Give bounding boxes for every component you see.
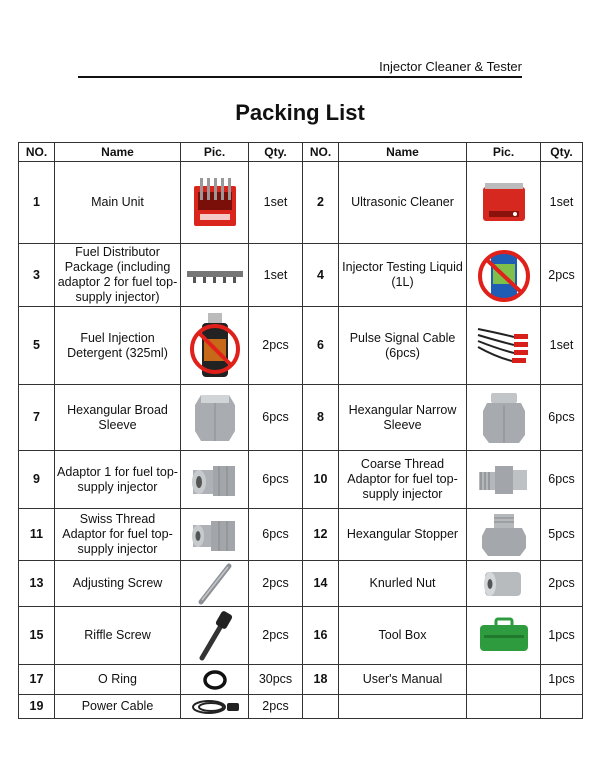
item-quantity: 2pcs bbox=[249, 307, 303, 385]
item-quantity: 1set bbox=[249, 162, 303, 244]
o-ring-icon bbox=[201, 669, 229, 691]
item-quantity: 2pcs bbox=[249, 695, 303, 719]
item-quantity: 2pcs bbox=[249, 561, 303, 607]
item-picture bbox=[467, 509, 541, 561]
column-header: Name bbox=[55, 143, 181, 162]
item-quantity: 1pcs bbox=[541, 665, 583, 695]
item-number: 17 bbox=[19, 665, 55, 695]
item-picture bbox=[467, 561, 541, 607]
fuel-distributor-icon bbox=[185, 265, 245, 285]
column-header: NO. bbox=[19, 143, 55, 162]
header-rule bbox=[78, 76, 522, 78]
item-number: 2 bbox=[303, 162, 339, 244]
item-picture bbox=[467, 307, 541, 385]
item-number: 15 bbox=[19, 607, 55, 665]
item-number bbox=[303, 695, 339, 719]
item-picture bbox=[181, 509, 249, 561]
item-picture bbox=[181, 307, 249, 385]
header-text: Injector Cleaner & Tester bbox=[379, 59, 522, 74]
item-number: 12 bbox=[303, 509, 339, 561]
item-name: Hexangular Broad Sleeve bbox=[55, 385, 181, 451]
item-number: 9 bbox=[19, 451, 55, 509]
table-row bbox=[19, 561, 583, 607]
page-title: Packing List bbox=[235, 100, 365, 125]
table-row bbox=[19, 244, 583, 307]
item-name: Adjusting Screw bbox=[55, 561, 181, 607]
riffle-screw-icon bbox=[192, 610, 238, 662]
ultrasonic-cleaner-icon bbox=[477, 181, 531, 225]
item-picture bbox=[467, 162, 541, 244]
item-quantity: 2pcs bbox=[249, 607, 303, 665]
item-name: Injector Testing Liquid (1L) bbox=[339, 244, 467, 307]
item-quantity: 1pcs bbox=[541, 607, 583, 665]
item-name: Main Unit bbox=[55, 162, 181, 244]
item-number: 18 bbox=[303, 665, 339, 695]
item-name: Swiss Thread Adaptor for fuel top-supply injector bbox=[55, 509, 181, 561]
item-number: 10 bbox=[303, 451, 339, 509]
table-row bbox=[19, 451, 583, 509]
item-number: 4 bbox=[303, 244, 339, 307]
item-quantity: 30pcs bbox=[249, 665, 303, 695]
item-name: Adaptor 1 for fuel top-supply injector bbox=[55, 451, 181, 509]
item-quantity: 6pcs bbox=[541, 451, 583, 509]
item-name: Knurled Nut bbox=[339, 561, 467, 607]
item-quantity: 6pcs bbox=[541, 385, 583, 451]
item-number: 7 bbox=[19, 385, 55, 451]
item-name: Hexangular Stopper bbox=[339, 509, 467, 561]
item-name: User's Manual bbox=[339, 665, 467, 695]
item-name: Fuel Injection Detergent (325ml) bbox=[55, 307, 181, 385]
item-quantity: 5pcs bbox=[541, 509, 583, 561]
item-number: 8 bbox=[303, 385, 339, 451]
item-picture bbox=[181, 162, 249, 244]
column-header: Pic. bbox=[181, 143, 249, 162]
item-name: Power Cable bbox=[55, 695, 181, 719]
item-name: Coarse Thread Adaptor for fuel top-supply injector bbox=[339, 451, 467, 509]
item-quantity: 1set bbox=[541, 162, 583, 244]
item-number: 16 bbox=[303, 607, 339, 665]
column-header: NO. bbox=[303, 143, 339, 162]
item-name bbox=[339, 695, 467, 719]
item-number: 6 bbox=[303, 307, 339, 385]
item-number: 14 bbox=[303, 561, 339, 607]
item-picture bbox=[181, 561, 249, 607]
item-number: 1 bbox=[19, 162, 55, 244]
item-quantity: 2pcs bbox=[541, 561, 583, 607]
item-picture bbox=[467, 665, 541, 695]
pulse-cable-icon bbox=[474, 323, 534, 369]
item-picture bbox=[467, 451, 541, 509]
item-quantity: 1set bbox=[541, 307, 583, 385]
table-row bbox=[19, 307, 583, 385]
table-row bbox=[19, 385, 583, 451]
table-row bbox=[19, 607, 583, 665]
adaptor-1-icon bbox=[189, 458, 241, 502]
item-picture bbox=[467, 695, 541, 719]
broad-sleeve-icon bbox=[191, 391, 239, 445]
item-picture bbox=[467, 244, 541, 307]
item-number: 11 bbox=[19, 509, 55, 561]
item-name: Riffle Screw bbox=[55, 607, 181, 665]
item-picture bbox=[181, 607, 249, 665]
power-cable-icon bbox=[187, 697, 243, 717]
item-quantity: 6pcs bbox=[249, 451, 303, 509]
item-quantity: 6pcs bbox=[249, 385, 303, 451]
item-picture bbox=[181, 244, 249, 307]
item-name: Ultrasonic Cleaner bbox=[339, 162, 467, 244]
item-picture bbox=[467, 607, 541, 665]
table-row bbox=[19, 162, 583, 244]
table-header-row bbox=[19, 143, 583, 162]
item-name: Hexangular Narrow Sleeve bbox=[339, 385, 467, 451]
item-quantity: 1set bbox=[249, 244, 303, 307]
item-quantity: 6pcs bbox=[249, 509, 303, 561]
detergent-icon bbox=[188, 311, 242, 381]
swiss-adaptor-icon bbox=[189, 515, 241, 555]
item-number: 3 bbox=[19, 244, 55, 307]
item-number: 19 bbox=[19, 695, 55, 719]
stopper-icon bbox=[480, 512, 528, 558]
column-header: Qty. bbox=[249, 143, 303, 162]
column-header: Pic. bbox=[467, 143, 541, 162]
packing-table bbox=[18, 142, 583, 719]
item-name: Pulse Signal Cable (6pcs) bbox=[339, 307, 467, 385]
item-picture bbox=[181, 665, 249, 695]
item-number: 5 bbox=[19, 307, 55, 385]
item-name: Tool Box bbox=[339, 607, 467, 665]
item-name: Fuel Distributor Package (including adaptor 2 for fuel top-supply injector) bbox=[55, 244, 181, 307]
table-row bbox=[19, 509, 583, 561]
table-row bbox=[19, 665, 583, 695]
item-name: O Ring bbox=[55, 665, 181, 695]
item-picture bbox=[181, 451, 249, 509]
column-header: Qty. bbox=[541, 143, 583, 162]
knurled-nut-icon bbox=[479, 564, 529, 604]
item-picture bbox=[467, 385, 541, 451]
adjusting-screw-icon bbox=[193, 562, 237, 606]
testing-liquid-icon bbox=[477, 248, 531, 302]
main-unit-icon bbox=[190, 176, 240, 230]
narrow-sleeve-icon bbox=[481, 391, 527, 445]
column-header: Name bbox=[339, 143, 467, 162]
tool-box-icon bbox=[476, 617, 532, 655]
item-quantity: 2pcs bbox=[541, 244, 583, 307]
table-row bbox=[19, 695, 583, 719]
item-picture bbox=[181, 695, 249, 719]
item-quantity bbox=[541, 695, 583, 719]
item-number: 13 bbox=[19, 561, 55, 607]
coarse-adaptor-icon bbox=[477, 460, 531, 500]
item-picture bbox=[181, 385, 249, 451]
